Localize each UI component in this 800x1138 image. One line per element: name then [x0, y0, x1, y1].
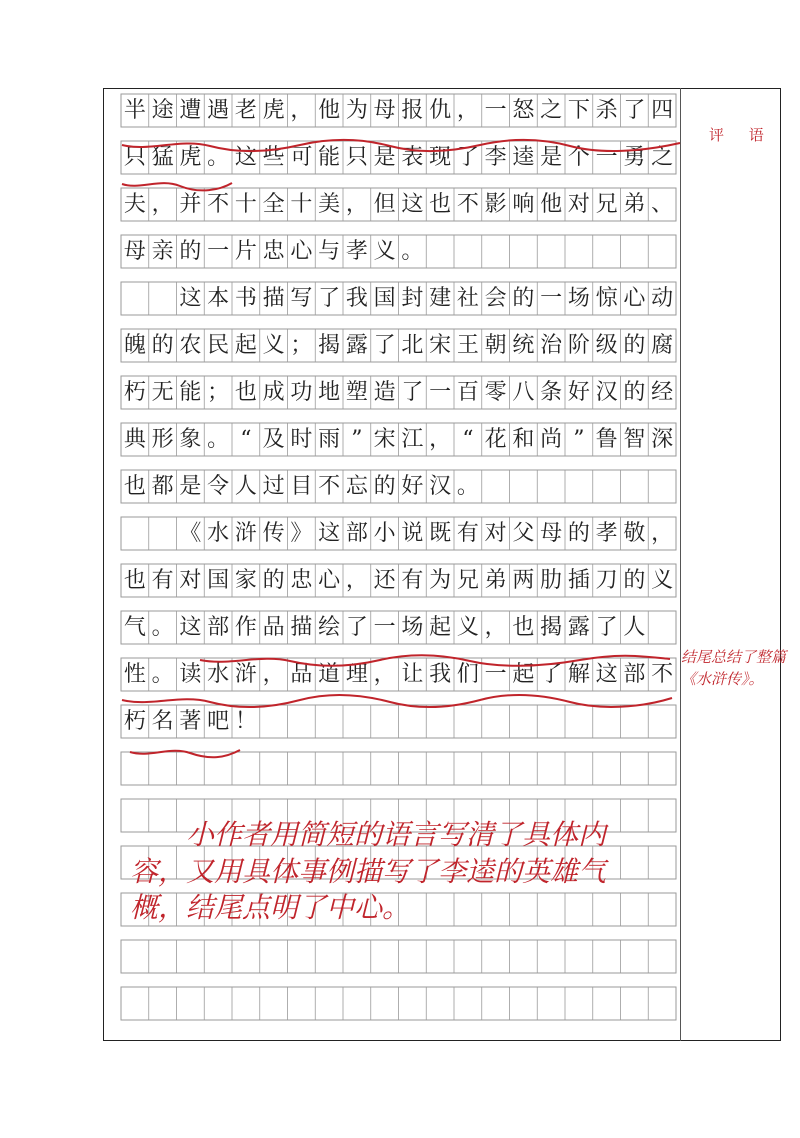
- essay-char: 北: [401, 333, 424, 358]
- essay-char: 宋: [373, 427, 396, 452]
- essay-char: 不: [318, 474, 341, 499]
- essay-char: 功: [290, 380, 313, 405]
- essay-char: ！: [234, 709, 257, 734]
- essay-char: 虎: [179, 145, 202, 170]
- essay-char: 能: [179, 380, 202, 405]
- essay-char: 能: [318, 145, 341, 170]
- essay-line: [121, 376, 676, 409]
- essay-char: 不: [651, 662, 674, 687]
- essay-char: 父: [512, 521, 535, 546]
- essay-char: 孝: [345, 239, 368, 264]
- essay-char: ，: [373, 662, 396, 687]
- essay-char: 片: [234, 239, 257, 264]
- essay-char: 义: [262, 333, 285, 358]
- essay-char: 成: [262, 380, 285, 405]
- essay-char: 有: [456, 521, 479, 546]
- essay-char: 心: [623, 286, 646, 311]
- essay-char: 本: [207, 286, 230, 311]
- essay-char: 报: [401, 98, 424, 123]
- teacher-comment-line: 小作者用简短的语言写清了具体内: [130, 818, 607, 851]
- essay-char: ”: [351, 427, 363, 452]
- essay-char: 过: [262, 474, 285, 499]
- essay-char: 经: [651, 380, 674, 405]
- essay-char: 起: [234, 333, 257, 358]
- essay-char: 插: [567, 568, 590, 593]
- teacher-comment-line: 概，结尾点明了中心。: [130, 891, 411, 924]
- essay-char: 级: [595, 333, 618, 358]
- essay-char: 零: [484, 380, 507, 405]
- essay-char: 两: [512, 568, 535, 593]
- essay-char: 品: [290, 662, 313, 687]
- essay-char: 的: [262, 568, 285, 593]
- essay-char: 只: [123, 145, 146, 170]
- essay-char: ，: [456, 98, 479, 123]
- essay-char: 他: [318, 98, 341, 123]
- essay-char: 尚: [540, 427, 563, 452]
- essay-char: 虎: [262, 98, 285, 123]
- essay-char: 国: [207, 568, 230, 593]
- essay-char: 半: [123, 98, 146, 123]
- essay-char: 书: [234, 286, 257, 311]
- essay-char: 家: [234, 568, 257, 593]
- essay-char: 朽: [123, 709, 146, 734]
- essay-char: 的: [623, 333, 646, 358]
- essay-char: 也: [234, 380, 257, 405]
- essay-char: 是: [540, 145, 563, 170]
- essay-char: 描: [290, 615, 313, 640]
- essay-char: 夫: [123, 192, 146, 217]
- essay-char: 封: [401, 286, 424, 311]
- essay-char: 这: [401, 192, 424, 217]
- essay-char: 。: [207, 145, 230, 170]
- essay-char: 这: [234, 145, 257, 170]
- essay-char: 。: [207, 427, 230, 452]
- essay-char: 传: [262, 521, 285, 546]
- essay-char: 水: [207, 521, 230, 546]
- essay-char: 对: [179, 568, 202, 593]
- essay-char: 这: [318, 521, 341, 546]
- essay-char: 揭: [318, 333, 341, 358]
- essay-char: 鲁: [595, 427, 618, 452]
- essay-line: [121, 188, 676, 221]
- essay-char: 、: [651, 192, 674, 217]
- essay-line: [121, 658, 676, 691]
- margin-label: 评 语: [709, 126, 774, 144]
- essay-char: 母: [123, 239, 146, 264]
- essay-char: 汉: [595, 380, 618, 405]
- essay-char: 一: [484, 662, 507, 687]
- teacher-comment-line: 容，又用具体事例描写了李逵的英雄气: [130, 855, 607, 888]
- essay-char: 的: [623, 380, 646, 405]
- essay-char: 的: [151, 333, 174, 358]
- essay-char: 建: [429, 286, 452, 311]
- essay-char: 会: [484, 286, 507, 311]
- essay-char: [121, 282, 149, 315]
- essay-char: 。: [401, 239, 424, 264]
- essay-char: 部: [207, 615, 230, 640]
- essay-char: 都: [151, 474, 174, 499]
- essay-char: 及: [262, 427, 285, 452]
- essay-char: ，: [429, 427, 452, 452]
- essay-char: 了: [540, 662, 563, 687]
- essay-char: 条: [540, 380, 563, 405]
- essay-char: 部: [345, 521, 368, 546]
- essay-char: 令: [207, 474, 230, 499]
- essay-char: ，: [651, 521, 674, 546]
- essay-char: 了: [456, 145, 479, 170]
- essay-char: [149, 517, 177, 550]
- essay-char: 了: [401, 380, 424, 405]
- essay-char: 遭: [179, 98, 202, 123]
- essay-char: ，: [290, 98, 313, 123]
- essay-char: [149, 282, 177, 315]
- essay-char: 我: [345, 286, 368, 311]
- essay-char: 杀: [595, 98, 618, 123]
- essay-char: 母: [373, 98, 396, 123]
- essay-char: 目: [290, 474, 313, 499]
- essay-char: 地: [318, 380, 341, 405]
- essay-char: 勇: [623, 145, 646, 170]
- essay-char: 仇: [429, 98, 452, 123]
- essay-char: 美: [318, 192, 341, 217]
- essay-char: 忠: [290, 568, 313, 593]
- essay-char: ，: [262, 662, 285, 687]
- essay-char: 朝: [484, 333, 507, 358]
- essay-char: 品: [262, 615, 285, 640]
- essay-char: 朽: [123, 380, 146, 405]
- essay-char: 了: [623, 98, 646, 123]
- essay-char: 逵: [512, 145, 535, 170]
- essay-char: 十: [290, 192, 313, 217]
- essay-char: 之: [651, 145, 674, 170]
- essay-char: 些: [262, 145, 285, 170]
- essay-char: 之: [540, 98, 563, 123]
- essay-char: 义: [373, 239, 396, 264]
- essay-char: 花: [484, 427, 507, 452]
- essay-char: 八: [512, 380, 535, 405]
- essay-char: 雨: [318, 427, 341, 452]
- essay-char: 一: [207, 239, 230, 264]
- essay-char: ，: [345, 568, 368, 593]
- essay-char: 有: [401, 568, 424, 593]
- essay-line: [121, 470, 676, 503]
- essay-char: 魄: [123, 333, 146, 358]
- essay-char: 老: [234, 98, 257, 123]
- essay-char: [121, 517, 149, 550]
- essay-char: 绘: [318, 615, 341, 640]
- essay-char: 著: [179, 709, 202, 734]
- essay-char: 的: [373, 474, 396, 499]
- essay-line: [121, 705, 676, 738]
- essay-char: 全: [262, 192, 285, 217]
- essay-char: 统: [512, 333, 535, 358]
- essay-char: 浒: [234, 521, 257, 546]
- essay-char: 宋: [429, 333, 452, 358]
- essay-char: ，: [345, 192, 368, 217]
- essay-char: 说: [401, 521, 424, 546]
- essay-char: “: [240, 427, 252, 452]
- essay-char: 猛: [151, 145, 174, 170]
- essay-char: 好: [567, 380, 590, 405]
- essay-char: 刀: [595, 568, 618, 593]
- essay-char: 形: [151, 427, 174, 452]
- essay-char: 了: [373, 333, 396, 358]
- essay-char: 四: [651, 98, 674, 123]
- essay-char: 母: [540, 521, 563, 546]
- essay-char: 的: [179, 239, 202, 264]
- essay-char: 这: [179, 615, 202, 640]
- essay-char: 了: [345, 615, 368, 640]
- essay-char: 农: [179, 333, 202, 358]
- essay-char: 途: [151, 98, 174, 123]
- essay-char: 了: [595, 615, 618, 640]
- essay-line: [121, 611, 676, 644]
- essay-char: 浒: [234, 662, 257, 687]
- essay-char: 露: [345, 333, 368, 358]
- essay-char: 一: [595, 145, 618, 170]
- essay-char: 一: [373, 615, 396, 640]
- essay-char: 也: [512, 615, 535, 640]
- essay-char: 弟: [623, 192, 646, 217]
- essay-char: 汉: [429, 474, 452, 499]
- essay-char: 他: [540, 192, 563, 217]
- essay-char: 遇: [207, 98, 230, 123]
- essay-char: 心: [290, 239, 313, 264]
- essay-char: 动: [651, 286, 674, 311]
- essay-char: 对: [567, 192, 590, 217]
- essay-char: 气: [123, 615, 146, 640]
- essay-char: 吧: [207, 709, 230, 734]
- essay-char: 惊: [595, 286, 618, 311]
- essay-char: 《: [179, 521, 202, 546]
- essay-char: 的: [512, 286, 535, 311]
- essay-char: 忠: [262, 239, 285, 264]
- essay-char: 但: [373, 192, 396, 217]
- essay-char: 亲: [151, 239, 174, 264]
- essay-char: 深: [651, 427, 674, 452]
- essay-char: 江: [401, 427, 424, 452]
- essay-char: 水: [207, 662, 230, 687]
- essay-char: 也: [429, 192, 452, 217]
- essay-char: 十: [234, 192, 257, 217]
- essay-char: 社: [456, 286, 479, 311]
- essay-line: [121, 329, 676, 362]
- essay-line: [121, 423, 676, 456]
- essay-char: 也: [123, 568, 146, 593]
- essay-char: 阶: [567, 333, 590, 358]
- essay-char: 兄: [456, 568, 479, 593]
- essay-char: 作: [234, 615, 257, 640]
- essay-line: [121, 564, 676, 597]
- essay-char: 不: [456, 192, 479, 217]
- essay-char: 起: [512, 662, 535, 687]
- essay-char: 好: [401, 474, 424, 499]
- essay-char: 道: [318, 662, 341, 687]
- essay-char: 让: [401, 662, 424, 687]
- essay-char: 敬: [623, 521, 646, 546]
- essay-char: 起: [429, 615, 452, 640]
- essay-char: 李: [484, 145, 507, 170]
- essay-line: [121, 235, 676, 268]
- essay-line: [121, 282, 676, 315]
- essay-char: 理: [345, 662, 368, 687]
- essay-char: 响: [512, 192, 535, 217]
- essay-char: 民: [207, 333, 230, 358]
- essay-char: 影: [484, 192, 507, 217]
- essay-char: ；: [290, 333, 313, 358]
- essay-char: 并: [179, 192, 202, 217]
- essay-char: 了: [318, 286, 341, 311]
- essay-char: 有: [151, 568, 174, 593]
- essay-char: 写: [290, 286, 313, 311]
- essay-char: 对: [484, 521, 507, 546]
- essay-char: 一: [540, 286, 563, 311]
- essay-char: 只: [345, 145, 368, 170]
- essay-char: 描: [262, 286, 285, 311]
- essay-char: 肋: [540, 568, 563, 593]
- essay-char: 。: [151, 662, 174, 687]
- essay-char: 人: [623, 615, 646, 640]
- essay-char: 的: [623, 568, 646, 593]
- essay-char: 智: [623, 427, 646, 452]
- essay-char: 读: [179, 662, 202, 687]
- essay-char: 揭: [540, 615, 563, 640]
- essay-char: 们: [456, 662, 479, 687]
- essay-char: 无: [151, 380, 174, 405]
- essay-char: 是: [373, 145, 396, 170]
- essay-char: 心: [318, 568, 341, 593]
- essay-char: 现: [429, 145, 452, 170]
- essay-char: 这: [179, 286, 202, 311]
- essay-char: 治: [540, 333, 563, 358]
- essay-line: [121, 517, 676, 550]
- essay-char: 义: [456, 615, 479, 640]
- essay-line: [121, 94, 676, 127]
- essay-char: 解: [567, 662, 590, 687]
- essay-char: 是: [179, 474, 202, 499]
- essay-char: 》: [290, 521, 313, 546]
- essay-char: 的: [567, 521, 590, 546]
- essay-char: 百: [456, 380, 479, 405]
- essay-char: ，: [151, 192, 174, 217]
- essay-char: 典: [123, 427, 146, 452]
- essay-char: 。: [151, 615, 174, 640]
- essay-char: 人: [234, 474, 257, 499]
- essay-char: 兄: [595, 192, 618, 217]
- essay-char: 可: [290, 145, 313, 170]
- essay-char: 这: [595, 662, 618, 687]
- margin-divider: [680, 88, 681, 1041]
- essay-char: 个: [567, 145, 590, 170]
- essay-char: 象: [179, 427, 202, 452]
- essay-char: 弟: [484, 568, 507, 593]
- essay-char: 场: [401, 615, 424, 640]
- essay-char: ，: [484, 615, 507, 640]
- essay-char: 表: [401, 145, 424, 170]
- essay-line: [121, 141, 676, 174]
- essay-char: 既: [429, 521, 452, 546]
- essay-char: 我: [429, 662, 452, 687]
- essay-char: 。: [456, 474, 479, 499]
- essay-char: 名: [151, 709, 174, 734]
- essay-char: 性: [123, 662, 146, 687]
- essay-char: 国: [373, 286, 396, 311]
- margin-comment: 结尾总结了整篇《水浒传》。: [681, 648, 787, 688]
- essay-char: 造: [373, 380, 396, 405]
- essay-char: 还: [373, 568, 396, 593]
- essay-char: 露: [567, 615, 590, 640]
- essay-char: 忘: [345, 474, 368, 499]
- essay-char: 时: [290, 427, 313, 452]
- essay-char: ”: [573, 427, 585, 452]
- essay-char: 孝: [595, 521, 618, 546]
- essay-char: 场: [567, 286, 590, 311]
- essay-char: 不: [207, 192, 230, 217]
- essay-char: 为: [429, 568, 452, 593]
- essay-char: 和: [512, 427, 535, 452]
- essay-char: 为: [345, 98, 368, 123]
- essay-char: 塑: [345, 380, 368, 405]
- essay-char: ；: [207, 380, 230, 405]
- essay-char: 也: [123, 474, 146, 499]
- essay-char: 腐: [651, 333, 674, 358]
- essay-char: 王: [456, 333, 479, 358]
- essay-char: 下: [567, 98, 590, 123]
- essay-char: 一: [484, 98, 507, 123]
- essay-char: 怒: [512, 98, 535, 123]
- essay-char: “: [462, 427, 474, 452]
- essay-char: 部: [623, 662, 646, 687]
- essay-char: 小: [373, 521, 396, 546]
- essay-char: 义: [651, 568, 674, 593]
- essay-char: 一: [429, 380, 452, 405]
- essay-char: 与: [318, 239, 341, 264]
